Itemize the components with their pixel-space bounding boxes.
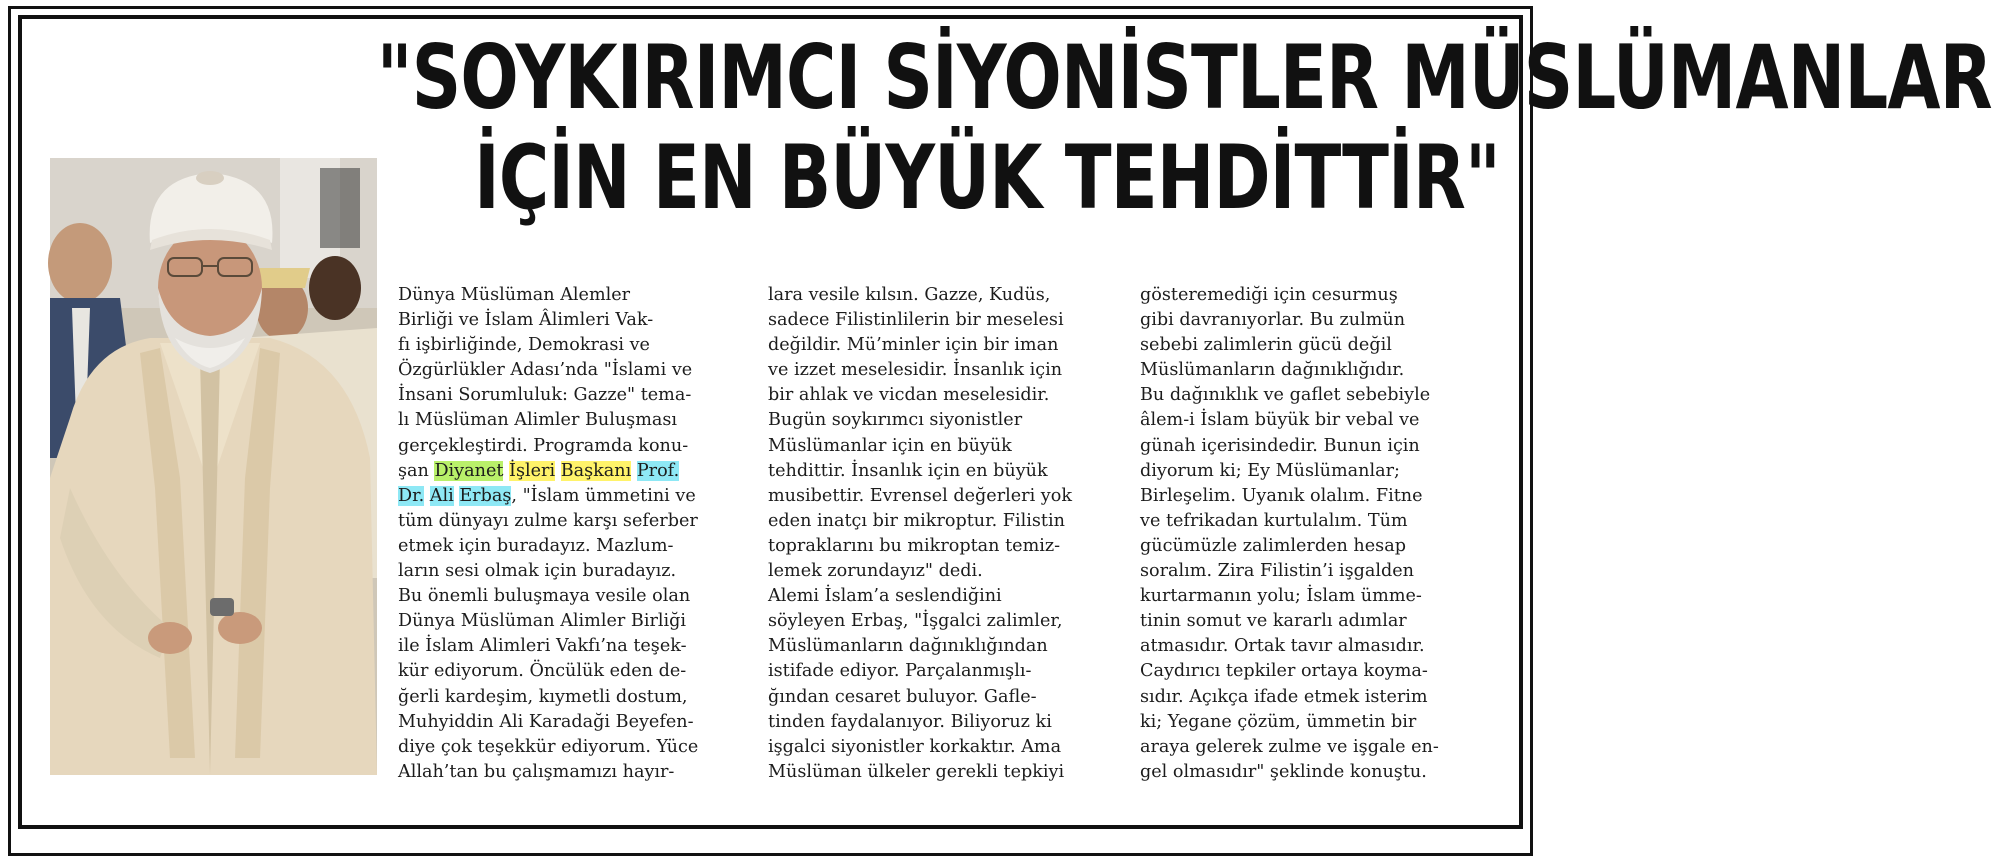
article-line: ile İslam Alimleri Vakfı’na teşek- xyxy=(398,636,687,657)
article-line: Birliği ve İslam Âlimleri Vak- xyxy=(398,310,654,331)
article-line: ğından cesaret buluyor. Gafle- xyxy=(768,686,1037,707)
headline-line-1: "SOYKIRIMCI SİYONİSTLER MÜSLÜMANLAR xyxy=(376,26,1992,129)
article-line: diyorum ki; Ey Müslümanlar; xyxy=(1140,460,1400,481)
article-line: Dünya Müslüman Alemler xyxy=(398,285,631,305)
article-line: fı işbirliğinde, Demokrasi ve xyxy=(398,335,650,356)
article-line: araya gelerek zulme ve işgale en- xyxy=(1140,736,1439,757)
article-line: Özgürlükler Adası’nda "İslami ve xyxy=(398,360,693,381)
article-photo xyxy=(50,158,377,775)
article-line: lemek zorundayız" dedi. xyxy=(768,561,983,582)
highlight-baskani: Başkanı xyxy=(560,460,632,481)
article-line: lı Müslüman Alimler Buluşması xyxy=(398,410,678,431)
article-line: tinden faydalanıyor. Biliyoruz ki xyxy=(768,711,1052,732)
article-line: İnsani Sorumluluk: Gazze" tema- xyxy=(398,385,692,406)
article-line: Müslüman ülkeler gerekli tepkiyi xyxy=(768,761,1065,782)
article-line: işgalci siyonistler korkaktır. Ama xyxy=(768,736,1062,757)
article-line: Alemi İslam’a seslendiğini xyxy=(768,586,1002,607)
article-column-3 xyxy=(1140,283,1490,785)
article-line: Bu dağınıklık ve gaflet sebebiyle xyxy=(1140,385,1431,406)
article-line: Muhyiddin Ali Karadaği Beyefen- xyxy=(398,711,694,732)
article-line: Allah’tan bu çalışmamızı hayır- xyxy=(398,761,675,782)
highlight-isleri: İşleri xyxy=(509,460,556,481)
article-line: kür ediyorum. Öncülük eden de- xyxy=(398,661,687,682)
article-line: sadece Filistinlilerin bir meselesi xyxy=(768,310,1064,331)
article-line: günah içerisindedir. Bunun için xyxy=(1140,435,1420,456)
article-line: gel olmasıdır" şeklinde konuştu. xyxy=(1140,761,1427,782)
article-line: âlem-i İslam büyük bir vebal ve xyxy=(1140,410,1420,431)
article-line: tehdittir. İnsanlık için en büyük xyxy=(768,460,1048,481)
article-line: Bugün soykırımcı siyonistler xyxy=(768,410,1023,431)
article-line: gibi davranıyorlar. Bu zulmün xyxy=(1140,310,1406,331)
article-line: etmek için buradayız. Mazlum- xyxy=(398,535,674,556)
article-line: ve izzet meselesidir. İnsanlık için xyxy=(768,360,1063,381)
article-line-highlighted xyxy=(398,484,743,509)
article-line: eden inatçı bir mikroptur. Filistin xyxy=(768,510,1065,531)
article-line: musibettir. Evrensel değerleri yok xyxy=(768,485,1072,506)
highlight-diyanet: Diyanet xyxy=(434,460,504,481)
article-line: Müslümanların dağınıklığıdır. xyxy=(1140,360,1405,381)
article-line: sıdır. Açıkça ifade etmek isterim xyxy=(1140,686,1428,707)
photo-icon xyxy=(50,158,377,775)
article-line: Bu önemli buluşmaya vesile olan xyxy=(398,586,691,607)
highlight-prof: Prof. xyxy=(636,460,680,481)
article-line: ların sesi olmak için buradayız. xyxy=(398,561,677,582)
article-column-2 xyxy=(768,283,1118,785)
article-line: ğerli kardeşim, kıymetli dostum, xyxy=(398,686,688,707)
article-text xyxy=(424,486,430,506)
highlight-dr: Dr. xyxy=(398,485,425,506)
article-line: Müslümanların dağınıklığından xyxy=(768,636,1048,657)
article-line: Caydırıcı tepkiler ortaya koyma- xyxy=(1140,661,1428,682)
article-column-1 xyxy=(398,283,743,785)
article-line: topraklarını bu mikroptan temiz- xyxy=(768,535,1061,556)
article-line: gücümüzle zalimlerden hesap xyxy=(1140,535,1406,556)
article-line: atmasıdır. Ortak tavır almasıdır. xyxy=(1140,636,1425,657)
article-line: istifade ediyor. Parçalanmışlı- xyxy=(768,661,1032,682)
article-text xyxy=(631,461,637,481)
article-line: ki; Yegane çözüm, ümmetin bir xyxy=(1140,711,1417,732)
article-line: bir ahlak ve vicdan meselesidir. xyxy=(768,385,1050,406)
highlight-erbas: Erbaş xyxy=(459,485,512,506)
article-line: Müslümanlar için en büyük xyxy=(768,435,1012,456)
article-line: tinin somut ve kararlı adımlar xyxy=(1140,611,1407,632)
article-line: diye çok teşekkür ediyorum. Yüce xyxy=(398,736,699,757)
article-line: sebebi zalimlerin gücü değil xyxy=(1140,335,1392,356)
article-line: lara vesile kılsın. Gazze, Kudüs, xyxy=(768,285,1051,305)
article-line: kurtarmanın yolu; İslam ümme- xyxy=(1140,586,1422,607)
article-line: soralım. Zira Filistin’i işgalden xyxy=(1140,561,1414,582)
article-line: Dünya Müslüman Alimler Birliği xyxy=(398,611,687,632)
article-line: ve tefrikadan kurtulalım. Tüm xyxy=(1140,510,1408,531)
article-line-highlighted xyxy=(398,459,743,484)
article-line: değildir. Mü’minler için bir iman xyxy=(768,335,1059,356)
article-text: , "İslam ümmetini ve xyxy=(511,485,696,506)
article-line: söyleyen Erbaş, "İşgalci zalimler, xyxy=(768,611,1063,632)
headline-line-2: İÇİN EN BÜYÜK TEHDİTTİR" xyxy=(474,126,1500,229)
highlight-ali: Ali xyxy=(429,485,454,506)
article-line: gösteremediği için cesurmuş xyxy=(1140,285,1398,305)
article-text xyxy=(555,461,561,481)
article-line: gerçekleştirdi. Programda konu- xyxy=(398,435,689,456)
article-line: tüm dünyayı zulme karşı seferber xyxy=(398,510,698,531)
article-line: Birleşelim. Uyanık olalım. Fitne xyxy=(1140,485,1423,506)
article-text: şan xyxy=(398,460,435,481)
